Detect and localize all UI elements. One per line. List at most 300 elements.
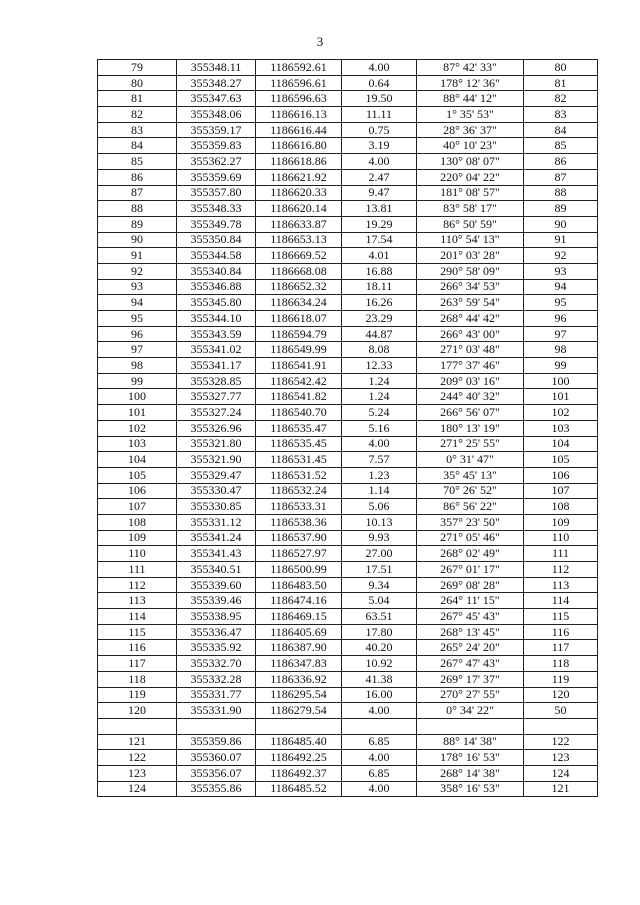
table-cell: 123 — [524, 750, 598, 766]
table-cell: 178° 16' 53" — [417, 750, 524, 766]
table-cell: 117 — [98, 656, 177, 672]
table-cell: 355331.90 — [177, 703, 256, 719]
table-cell: 355359.17 — [177, 122, 256, 138]
table-cell — [177, 718, 256, 734]
table-row — [98, 687, 598, 703]
table-row — [98, 75, 598, 91]
table-cell: 115 — [524, 609, 598, 625]
table-row — [98, 499, 598, 515]
table-row — [98, 467, 598, 483]
table-cell: 4.00 — [342, 703, 417, 719]
table-cell: 88 — [524, 185, 598, 201]
table-cell: 120 — [98, 703, 177, 719]
table-cell: 355321.90 — [177, 452, 256, 468]
table-cell: 3.19 — [342, 138, 417, 154]
table-cell — [417, 718, 524, 734]
table-cell: 355339.46 — [177, 593, 256, 609]
table-cell: 1186618.86 — [256, 154, 342, 170]
table-cell: 96 — [524, 311, 598, 327]
table-cell: 355344.10 — [177, 311, 256, 327]
table-cell: 355328.85 — [177, 373, 256, 389]
table-cell: 355335.92 — [177, 640, 256, 656]
table-cell: 110° 54' 13" — [417, 232, 524, 248]
table-cell: 270° 27' 55" — [417, 687, 524, 703]
table-cell: 1186592.61 — [256, 60, 342, 76]
table-cell: 1186533.31 — [256, 499, 342, 515]
table-cell: 355340.51 — [177, 562, 256, 578]
table-row — [98, 311, 598, 327]
table-cell: 269° 08' 28" — [417, 577, 524, 593]
table-cell: 355356.07 — [177, 765, 256, 781]
table-cell: 84 — [98, 138, 177, 154]
table-cell — [256, 718, 342, 734]
table-row — [98, 452, 598, 468]
table-cell: 86° 50' 59" — [417, 216, 524, 232]
table-cell: 220° 04' 22" — [417, 169, 524, 185]
table-cell: 103 — [98, 436, 177, 452]
table-cell: 177° 37' 46" — [417, 358, 524, 374]
table-cell: 11.11 — [342, 107, 417, 123]
table-cell: 63.51 — [342, 609, 417, 625]
table-cell: 268° 14' 38" — [417, 765, 524, 781]
table-cell: 1186652.32 — [256, 279, 342, 295]
table-cell: 5.16 — [342, 420, 417, 436]
table-cell: 95 — [524, 295, 598, 311]
table-cell: 268° 13' 45" — [417, 624, 524, 640]
table-cell: 107 — [524, 483, 598, 499]
table-cell: 111 — [98, 562, 177, 578]
table-cell: 355326.96 — [177, 420, 256, 436]
table-cell: 1186295.54 — [256, 687, 342, 703]
table-cell: 116 — [524, 624, 598, 640]
table-cell: 1186387.90 — [256, 640, 342, 656]
table-cell: 19.50 — [342, 91, 417, 107]
table-cell: 263° 59' 54" — [417, 295, 524, 311]
table-row — [98, 169, 598, 185]
table-cell: 104 — [98, 452, 177, 468]
table-cell: 268° 02' 49" — [417, 546, 524, 562]
table-cell: 1186653.13 — [256, 232, 342, 248]
table-cell — [342, 718, 417, 734]
table-row — [98, 562, 598, 578]
table-cell: 290° 58' 09" — [417, 263, 524, 279]
table-cell: 1186535.45 — [256, 436, 342, 452]
page-number: 3 — [316, 34, 324, 49]
table-cell: 355348.11 — [177, 60, 256, 76]
table-cell: 87 — [98, 185, 177, 201]
table-cell: 267° 45' 43" — [417, 609, 524, 625]
table-cell: 93 — [98, 279, 177, 295]
table-cell: 90 — [524, 216, 598, 232]
table-cell: 89 — [524, 201, 598, 217]
table-row — [98, 263, 598, 279]
table-cell: 83 — [524, 107, 598, 123]
table-cell: 99 — [524, 358, 598, 374]
table-cell: 91 — [98, 248, 177, 264]
table-row — [98, 593, 598, 609]
table-cell: 1186469.15 — [256, 609, 342, 625]
table-cell: 355348.06 — [177, 107, 256, 123]
table-row — [98, 389, 598, 405]
table-cell: 265° 24' 20" — [417, 640, 524, 656]
table-cell: 1186616.80 — [256, 138, 342, 154]
table-cell: 113 — [524, 577, 598, 593]
table-cell: 0° 31' 47" — [417, 452, 524, 468]
table-cell: 98 — [524, 342, 598, 358]
table-cell: 355341.02 — [177, 342, 256, 358]
table-row — [98, 514, 598, 530]
coordinates-table-body — [98, 60, 598, 797]
table-cell: 85 — [524, 138, 598, 154]
table-cell: 80 — [98, 75, 177, 91]
table-row — [98, 609, 598, 625]
table-cell: 1186492.37 — [256, 765, 342, 781]
table-cell: 1.24 — [342, 389, 417, 405]
table-cell: 1186668.08 — [256, 263, 342, 279]
table-cell: 355359.86 — [177, 734, 256, 750]
table-cell: 178° 12' 36" — [417, 75, 524, 91]
table-row — [98, 122, 598, 138]
table-row — [98, 107, 598, 123]
table-row — [98, 248, 598, 264]
table-cell: 269° 17' 37" — [417, 671, 524, 687]
table-cell: 100 — [98, 389, 177, 405]
table-cell: 1186542.42 — [256, 373, 342, 389]
table-row — [98, 436, 598, 452]
table-cell: 4.00 — [342, 154, 417, 170]
table-cell: 1186634.24 — [256, 295, 342, 311]
table-row — [98, 373, 598, 389]
table-cell: 0° 34' 22" — [417, 703, 524, 719]
table-cell: 109 — [524, 514, 598, 530]
table-cell: 113 — [98, 593, 177, 609]
table-cell: 355327.24 — [177, 405, 256, 421]
table-cell: 92 — [98, 263, 177, 279]
table-cell: 84 — [524, 122, 598, 138]
table-cell: 121 — [98, 734, 177, 750]
table-cell: 17.51 — [342, 562, 417, 578]
table-cell: 355359.83 — [177, 138, 256, 154]
table-row — [98, 342, 598, 358]
table-cell: 5.24 — [342, 405, 417, 421]
table-cell: 1186483.50 — [256, 577, 342, 593]
table-cell: 355347.63 — [177, 91, 256, 107]
table-cell: 1186500.99 — [256, 562, 342, 578]
table-cell: 268° 44' 42" — [417, 311, 524, 327]
table-cell: 1° 35' 53" — [417, 107, 524, 123]
table-row — [98, 326, 598, 342]
table-cell: 267° 47' 43" — [417, 656, 524, 672]
table-row — [98, 671, 598, 687]
table-cell: 90 — [98, 232, 177, 248]
table-cell: 355331.12 — [177, 514, 256, 530]
table-cell: 117 — [524, 640, 598, 656]
table-cell: 97 — [98, 342, 177, 358]
table-cell: 40° 10' 23" — [417, 138, 524, 154]
table-cell: 355332.28 — [177, 671, 256, 687]
table-row — [98, 577, 598, 593]
table-cell: 5.04 — [342, 593, 417, 609]
table-cell: 8.08 — [342, 342, 417, 358]
table-cell: 87° 42' 33" — [417, 60, 524, 76]
table-cell: 101 — [524, 389, 598, 405]
table-cell: 1186485.40 — [256, 734, 342, 750]
table-cell: 355345.80 — [177, 295, 256, 311]
table-cell: 1186594.79 — [256, 326, 342, 342]
table-cell: 355332.70 — [177, 656, 256, 672]
table-cell: 355357.80 — [177, 185, 256, 201]
table-cell: 93 — [524, 263, 598, 279]
table-cell: 110 — [524, 530, 598, 546]
table-cell: 1186620.33 — [256, 185, 342, 201]
table-cell: 355341.24 — [177, 530, 256, 546]
table-cell: 114 — [524, 593, 598, 609]
table-row — [98, 420, 598, 436]
table-cell: 1186532.24 — [256, 483, 342, 499]
table-cell: 267° 01' 17" — [417, 562, 524, 578]
table-cell: 120 — [524, 687, 598, 703]
table-cell: 83 — [98, 122, 177, 138]
table-cell: 85 — [98, 154, 177, 170]
table-row — [98, 483, 598, 499]
table-cell: 1.23 — [342, 467, 417, 483]
table-cell: 355341.17 — [177, 358, 256, 374]
table-cell: 44.87 — [342, 326, 417, 342]
table-cell: 1186538.36 — [256, 514, 342, 530]
table-row — [98, 138, 598, 154]
table-row — [98, 640, 598, 656]
table-row — [98, 765, 598, 781]
table-cell: 1.24 — [342, 373, 417, 389]
table-cell: 94 — [524, 279, 598, 295]
table-row — [98, 295, 598, 311]
table-cell: 1186279.54 — [256, 703, 342, 719]
table-cell: 4.00 — [342, 750, 417, 766]
table-cell: 88° 14' 38" — [417, 734, 524, 750]
table-cell: 123 — [98, 765, 177, 781]
table-cell: 1186485.52 — [256, 781, 342, 797]
table-cell: 266° 43' 00" — [417, 326, 524, 342]
table-cell: 119 — [98, 687, 177, 703]
table-cell: 4.00 — [342, 781, 417, 797]
table-cell: 181° 08' 57" — [417, 185, 524, 201]
table-cell: 355327.77 — [177, 389, 256, 405]
table-cell: 112 — [524, 562, 598, 578]
table-cell: 355359.69 — [177, 169, 256, 185]
table-cell: 1186541.91 — [256, 358, 342, 374]
table-cell: 355348.27 — [177, 75, 256, 91]
table-cell: 1186616.44 — [256, 122, 342, 138]
table-cell: 41.38 — [342, 671, 417, 687]
table-cell: 264° 11' 15" — [417, 593, 524, 609]
table-row — [98, 201, 598, 217]
table-cell: 1186540.70 — [256, 405, 342, 421]
table-cell: 97 — [524, 326, 598, 342]
table-cell: 355344.58 — [177, 248, 256, 264]
table-cell: 80 — [524, 60, 598, 76]
table-cell: 79 — [98, 60, 177, 76]
table-cell: 1186596.61 — [256, 75, 342, 91]
table-cell: 355339.60 — [177, 577, 256, 593]
table-cell: 0.64 — [342, 75, 417, 91]
table-cell: 81 — [98, 91, 177, 107]
table-cell: 2.47 — [342, 169, 417, 185]
table-cell: 124 — [524, 765, 598, 781]
table-row — [98, 154, 598, 170]
table-cell: 355330.47 — [177, 483, 256, 499]
table-cell: 1186527.97 — [256, 546, 342, 562]
table-cell: 1186616.13 — [256, 107, 342, 123]
table-row — [98, 185, 598, 201]
table-cell: 88 — [98, 201, 177, 217]
table-cell: 109 — [98, 530, 177, 546]
table-cell: 358° 16' 53" — [417, 781, 524, 797]
table-row — [98, 358, 598, 374]
table-cell: 355329.47 — [177, 467, 256, 483]
table-cell: 355349.78 — [177, 216, 256, 232]
table-cell: 105 — [524, 452, 598, 468]
table-cell: 13.81 — [342, 201, 417, 217]
table-cell: 99 — [98, 373, 177, 389]
table-cell — [524, 718, 598, 734]
table-cell: 266° 56' 07" — [417, 405, 524, 421]
table-cell: 108 — [524, 499, 598, 515]
table-cell: 116 — [98, 640, 177, 656]
table-cell: 106 — [98, 483, 177, 499]
table-cell: 1186596.63 — [256, 91, 342, 107]
table-row — [98, 405, 598, 421]
table-cell: 86 — [524, 154, 598, 170]
table-cell: 9.34 — [342, 577, 417, 593]
table-cell: 12.33 — [342, 358, 417, 374]
table-row — [98, 546, 598, 562]
table-cell: 112 — [98, 577, 177, 593]
table-cell: 101 — [98, 405, 177, 421]
table-cell: 16.88 — [342, 263, 417, 279]
table-cell: 1186669.52 — [256, 248, 342, 264]
table-cell — [98, 718, 177, 734]
table-cell: 114 — [98, 609, 177, 625]
table-row — [98, 703, 598, 719]
coordinates-table — [97, 59, 598, 797]
table-cell: 1186347.83 — [256, 656, 342, 672]
table-cell: 95 — [98, 311, 177, 327]
table-cell: 9.93 — [342, 530, 417, 546]
table-cell: 201° 03' 28" — [417, 248, 524, 264]
table-cell: 98 — [98, 358, 177, 374]
table-cell: 355360.07 — [177, 750, 256, 766]
table-cell: 1186492.25 — [256, 750, 342, 766]
table-cell: 82 — [98, 107, 177, 123]
table-spacer-row — [98, 718, 598, 734]
table-row — [98, 656, 598, 672]
table-cell: 355343.59 — [177, 326, 256, 342]
table-cell: 111 — [524, 546, 598, 562]
table-cell: 355331.77 — [177, 687, 256, 703]
table-cell: 40.20 — [342, 640, 417, 656]
table-cell: 180° 13' 19" — [417, 420, 524, 436]
table-row — [98, 216, 598, 232]
table-cell: 115 — [98, 624, 177, 640]
table-row — [98, 624, 598, 640]
table-row — [98, 91, 598, 107]
table-cell: 122 — [98, 750, 177, 766]
table-cell: 1186474.16 — [256, 593, 342, 609]
table-cell: 91 — [524, 232, 598, 248]
table-cell: 82 — [524, 91, 598, 107]
table-cell: 110 — [98, 546, 177, 562]
table-cell: 1186618.07 — [256, 311, 342, 327]
table-cell: 50 — [524, 703, 598, 719]
table-cell: 244° 40' 32" — [417, 389, 524, 405]
table-cell: 1186531.52 — [256, 467, 342, 483]
table-cell: 1186535.47 — [256, 420, 342, 436]
table-cell: 122 — [524, 734, 598, 750]
table-cell: 28° 36' 37" — [417, 122, 524, 138]
table-cell: 1186620.14 — [256, 201, 342, 217]
table-cell: 6.85 — [342, 734, 417, 750]
table-cell: 17.80 — [342, 624, 417, 640]
table-cell: 355338.95 — [177, 609, 256, 625]
table-cell: 27.00 — [342, 546, 417, 562]
table-cell: 124 — [98, 781, 177, 797]
table-cell: 4.00 — [342, 60, 417, 76]
table-cell: 355330.85 — [177, 499, 256, 515]
table-row — [98, 232, 598, 248]
table-cell: 86 — [98, 169, 177, 185]
table-cell: 355348.33 — [177, 201, 256, 217]
table-row — [98, 279, 598, 295]
table-cell: 106 — [524, 467, 598, 483]
table-cell: 18.11 — [342, 279, 417, 295]
table-cell: 23.29 — [342, 311, 417, 327]
table-cell: 4.00 — [342, 436, 417, 452]
table-cell: 107 — [98, 499, 177, 515]
table-cell: 5.06 — [342, 499, 417, 515]
table-cell: 35° 45' 13" — [417, 467, 524, 483]
table-cell: 96 — [98, 326, 177, 342]
table-cell: 355341.43 — [177, 546, 256, 562]
table-cell: 83° 58' 17" — [417, 201, 524, 217]
table-cell: 1.14 — [342, 483, 417, 499]
table-cell: 271° 25' 55" — [417, 436, 524, 452]
table-row — [98, 750, 598, 766]
table-cell: 17.54 — [342, 232, 417, 248]
table-cell: 92 — [524, 248, 598, 264]
table-cell: 1186336.92 — [256, 671, 342, 687]
table-row — [98, 734, 598, 750]
table-cell: 81 — [524, 75, 598, 91]
table-cell: 6.85 — [342, 765, 417, 781]
table-cell: 86° 56' 22" — [417, 499, 524, 515]
table-cell: 94 — [98, 295, 177, 311]
table-cell: 4.01 — [342, 248, 417, 264]
table-cell: 19.29 — [342, 216, 417, 232]
table-cell: 108 — [98, 514, 177, 530]
table-cell: 271° 03' 48" — [417, 342, 524, 358]
table-cell: 355340.84 — [177, 263, 256, 279]
table-cell: 355336.47 — [177, 624, 256, 640]
table-cell: 9.47 — [342, 185, 417, 201]
table-cell: 16.00 — [342, 687, 417, 703]
table-cell: 16.26 — [342, 295, 417, 311]
table-cell: 355350.84 — [177, 232, 256, 248]
table-cell: 70° 26' 52" — [417, 483, 524, 499]
table-cell: 7.57 — [342, 452, 417, 468]
table-row — [98, 781, 598, 797]
table-cell: 0.75 — [342, 122, 417, 138]
table-cell: 271° 05' 46" — [417, 530, 524, 546]
